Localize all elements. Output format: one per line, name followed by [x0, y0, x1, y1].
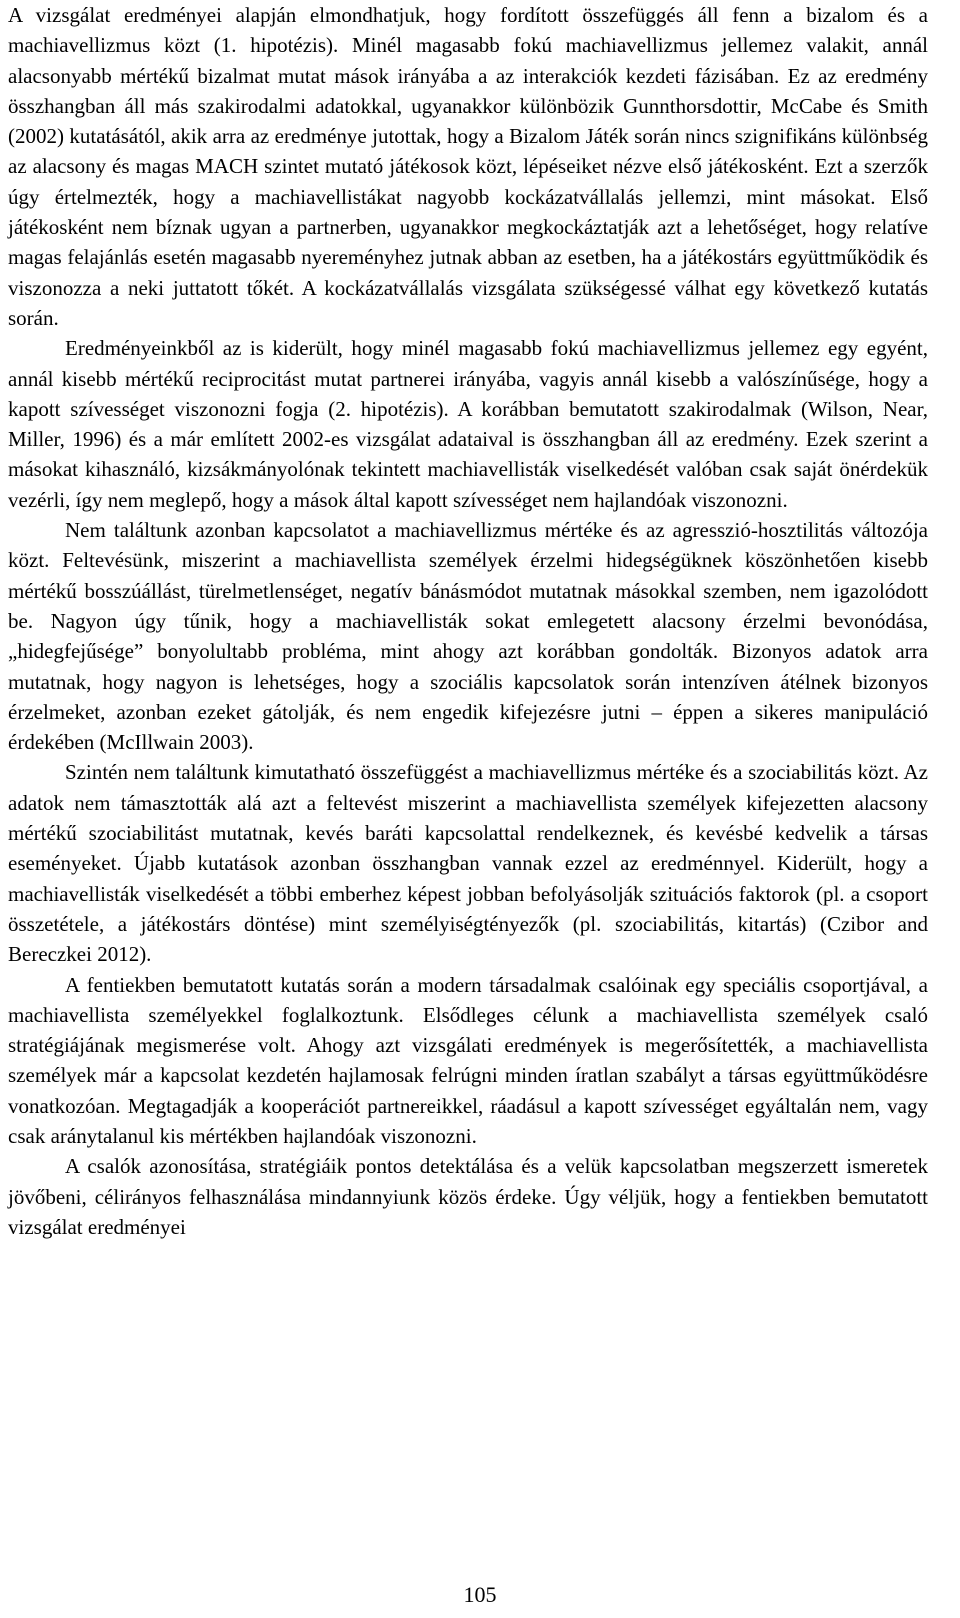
- paragraph-6: A csalók azonosítása, stratégiáik pontos detektálása és a velük kapcsolatban megszerzett ismeretek jövőbeni, célirányos felhasználása mindannyiunk közös érdeke. Úgy véljük, hogy a fentiekben bemutatott vizsgálat eredményei: [8, 1154, 928, 1239]
- paragraph-1: A vizsgálat eredményei alapján elmondhatjuk, hogy fordított összefüggés áll fenn a bizalom és a machiavellizmus közt (1. hipotézis). Minél magasabb fokú machiavellizmus jellemez valakit, annál alacsonyabb mértékű bizalmat mutat mások irányába a az interakciók kezdeti fázisában. Ez az eredmény összhangban áll más szakirodalmi adatokkal, ugyanakkor különbözik Gunnthorsdottir, McCabe és Smith (2002) kutatásától, akik arra az eredménye jutottak, hogy a Bizalom Játék során nincs szignifikáns különbség az alacsony és magas MACH szintet mutató játékosok közt, lépéseiket nézve első játékosként. Ezt a szerzők úgy értelmezték, hogy a machiavellistákat nagyobb kockázatvállalás jellemzi, mint másokat. Első játékosként nem bíznak ugyan a partnerben, ugyanakkor megkockáztatják azt a lehetőséget, hogy relatíve magas felajánlás esetén magasabb nyereményhez jutnak abban az esetben, ha a játékostárs együttműködik és viszonozza a neki juttatott tőkét. A kockázatvállalás vizsgálata szükségessé válhat egy következő kutatás során.: [8, 3, 928, 330]
- paragraph-2: Eredményeinkből az is kiderült, hogy minél magasabb fokú machiavellizmus jellemez egy egyént, annál kisebb mértékű reciprocitást mutat partnerei irányába, vagyis annál kisebb a valószínűsége, hogy a kapott szívességet viszonozni fogja (2. hipotézis). A korábban bemutatott szakirodalmak (Wilson, Near, Miller, 1996) és a már említett 2002-es vizsgálat adataival is összhangban áll az eredmény. Ezek szerint a másokat kihasználó, kizsákmányolónak tekintett machiavellisták viselkedését valóban csak saját önérdekük vezérli, így nem meglepő, hogy a mások által kapott szívességet nem hajlandóak viszonozni.: [8, 336, 928, 512]
- paragraph-3: Nem találtunk azonban kapcsolatot a machiavellizmus mértéke és az agresszió-hosztilitás változója közt. Feltevésünk, miszerint a machiavellista személyek érzelmi hidegségüknek köszönhetően kisebb mértékű bosszúállást, türelmetlenséget, negatív bánásmódot mutatnak másokkal szemben, nem igazolódott be. Nagyon úgy tűnik, hogy a machiavellisták sokat emlegetett alacsony érzelmi bevonódása, „hidegfejűsége” bonyolultabb probléma, mint ahogy azt korábban gondolták. Bizonyos adatok arra mutatnak, hogy nagyon is lehetséges, hogy a szociális kapcsolatok során intenzíven átélnek bizonyos érzelmeket, azonban ezeket gátolják, és nem engedik kifejezésre jutni – éppen a sikeres manipuláció érdekében (McIllwain 2003).: [8, 518, 928, 755]
- page-number: 105: [463, 1582, 497, 1607]
- paragraph-4: Szintén nem találtunk kimutatható összefüggést a machiavellizmus mértéke és a szociabilitás közt. Az adatok nem támasztották alá azt a feltevést miszerint a machiavellista személyek kifejezetten alacsony mértékű szociabilitást mutatnak, kevés baráti kapcsolattal rendelkeznek, és kevésbé kedvelik a társas eseményeket. Újabb kutatások azonban összhangban vannak ezzel az eredménnyel. Kiderült, hogy a machiavellisták viselkedését a többi emberhez képest jobban befolyásolják szituációs faktorok (pl. a csoport összetétele, a játékostárs döntése) mint személyiségtényezők (pl. szociabilitás, kitartás) (Czibor and Bereczkei 2012).: [8, 760, 928, 967]
- paragraph-5: A fentiekben bemutatott kutatás során a modern társadalmak csalóinak egy speciális csoportjával, a machiavellista személyekkel foglalkoztunk. Elsődleges célunk a machiavellista személyek csaló stratégiájának megismerése volt. Ahogy azt vizsgálati eredmények is megerősítették, a machiavellista személyek már a kapcsolat kezdetén hajlamosak felrúgni minden íratlan szabályt a társas együttműködésre vonatkozóan. Megtagadják a kooperációt partnereikkel, ráadásul a kapott szívességet egyáltalán nem, vagy csak aránytalanul kis mértékben hajlandóak viszonozni.: [8, 972, 928, 1148]
- page-content: [8, 0, 928, 1242]
